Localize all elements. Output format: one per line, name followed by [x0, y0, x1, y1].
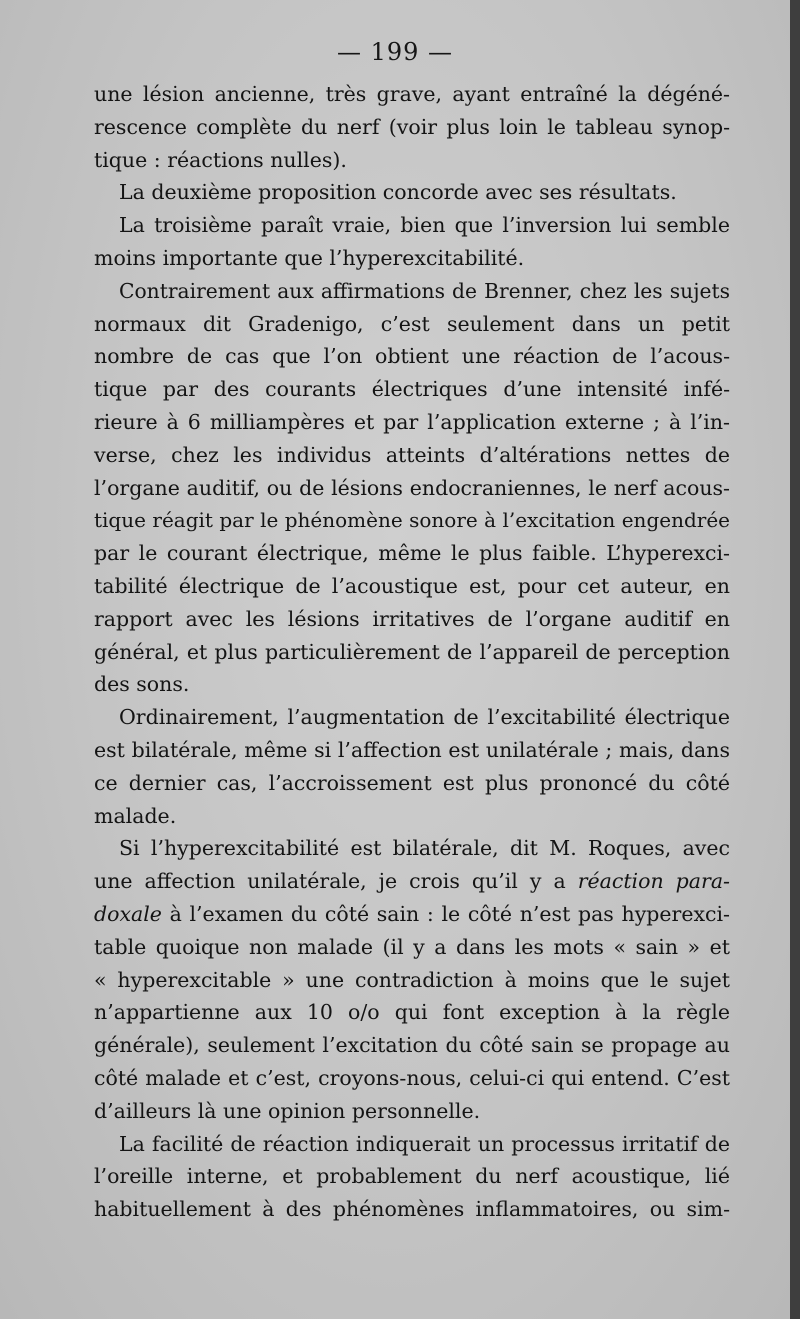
line-text: La troisième paraît vraie, bien que l’inversion lui semble	[119, 213, 730, 238]
line-text: général, et plus particulièrement de l’appareil de perception	[94, 639, 730, 664]
line-text: tique réagit par le phénomène sonore à l’excitation engendrée	[94, 508, 730, 533]
line-text: rieure à 6 milliampères et par l’application externe ; à l’in-	[94, 409, 730, 434]
text-line	[94, 996, 730, 1029]
line-text: La deuxième proposition concorde avec ses résultats.	[119, 180, 677, 205]
line-text: n’appartienne aux 10 o/o qui font exception à la règle	[94, 1000, 730, 1025]
line-text: à l’examen du côté sain : le côté n’est pas hyperexci-	[161, 901, 730, 926]
text-line	[94, 275, 730, 308]
line-text: tique : réactions nulles).	[94, 147, 347, 172]
body-text	[94, 78, 730, 1226]
line-text: une lésion ancienne, très grave, ayant entraîné la dégéné-	[94, 82, 730, 106]
text-line	[94, 78, 730, 111]
italic-text: doxale	[94, 901, 162, 926]
text-line	[94, 406, 730, 439]
text-line	[94, 340, 730, 373]
text-line	[94, 767, 730, 800]
text-line	[94, 832, 730, 865]
text-line	[94, 504, 730, 537]
text-line	[94, 209, 730, 242]
text-line	[94, 570, 730, 603]
line-text: est bilatérale, même si l’affection est unilatérale ; mais, dans	[94, 737, 730, 762]
line-text: rescence complète du nerf (voir plus loin le tableau synop-	[94, 114, 730, 139]
page-number: — 199 —	[336, 38, 454, 66]
line-text: nombre de cas que l’on obtient une réaction de l’acous-	[94, 344, 730, 369]
italic-text: réaction para-	[577, 869, 730, 894]
line-text: La facilité de réaction indiquerait un processus irritatif de	[119, 1131, 730, 1156]
text-line	[94, 537, 730, 570]
text-line	[94, 308, 730, 341]
line-text: côté malade et c’est, croyons-nous, celui-ci qui entend. C’est	[94, 1065, 730, 1090]
line-text: l’organe auditif, ou de lésions endocraniennes, le nerf acous-	[94, 475, 730, 500]
text-line	[94, 1193, 730, 1226]
line-text: l’oreille interne, et probablement du nerf acoustique, lié	[94, 1164, 730, 1189]
line-text: Si l’hyperexcitabilité est bilatérale, dit M. Roques, avec	[119, 836, 730, 861]
text-line	[94, 964, 730, 997]
line-text: une affection unilatérale, je crois qu’il y a	[94, 869, 566, 894]
text-line	[94, 373, 730, 406]
line-text: par le courant électrique, même le plus faible. L’hyperexci-	[94, 541, 730, 566]
text-line	[94, 603, 730, 636]
text-line	[94, 1062, 730, 1095]
text-line	[94, 931, 730, 964]
text-line	[94, 734, 730, 767]
text-line	[94, 898, 730, 931]
text-line	[94, 636, 730, 669]
line-text: générale), seulement l’excitation du côté sain se propage au	[94, 1033, 730, 1058]
line-text: d’ailleurs là une opinion personnelle.	[94, 1098, 481, 1123]
line-text: habituellement à des phénomènes inflammatoires, ou sim-	[94, 1197, 730, 1222]
text-line	[94, 439, 730, 472]
line-text: des sons.	[94, 672, 190, 697]
line-text: ce dernier cas, l’accroissement est plus prononcé du côté	[94, 770, 730, 795]
line-text: « hyperexcitable » une contradiction à moins que le sujet	[94, 967, 730, 992]
line-text: tique par des courants électriques d’une intensité infé-	[94, 377, 730, 402]
line-text: rapport avec les lésions irritatives de l’organe auditif en	[94, 606, 730, 631]
text-line	[94, 701, 730, 734]
line-text: malade.	[94, 803, 177, 828]
line-text: normaux dit Gradenigo, c’est seulement dans un petit	[94, 311, 730, 336]
text-line	[94, 800, 730, 833]
line-text: table quoique non malade (il y a dans les mots « sain » et	[94, 934, 730, 959]
line-text: moins importante que l’hyperexcitabilité.	[94, 245, 525, 270]
line-text: Contrairement aux affirmations de Brenner, chez les sujets	[119, 278, 730, 303]
text-line	[94, 144, 730, 177]
text-line	[94, 1095, 730, 1128]
line-text: Ordinairement, l’augmentation de l’excitabilité électrique	[119, 705, 730, 730]
text-line	[94, 111, 730, 144]
text-line	[94, 865, 730, 898]
text-line	[94, 1160, 730, 1193]
text-line	[94, 668, 730, 701]
text-line	[94, 176, 730, 209]
text-line	[94, 1128, 730, 1161]
page-edge-shadow	[790, 0, 800, 1319]
line-text: tabilité électrique de l’acoustique est, pour cet auteur, en	[94, 573, 730, 598]
text-line	[94, 472, 730, 505]
text-line	[94, 242, 730, 275]
line-text: verse, chez les individus atteints d’altérations nettes de	[94, 442, 730, 467]
text-line	[94, 1029, 730, 1062]
